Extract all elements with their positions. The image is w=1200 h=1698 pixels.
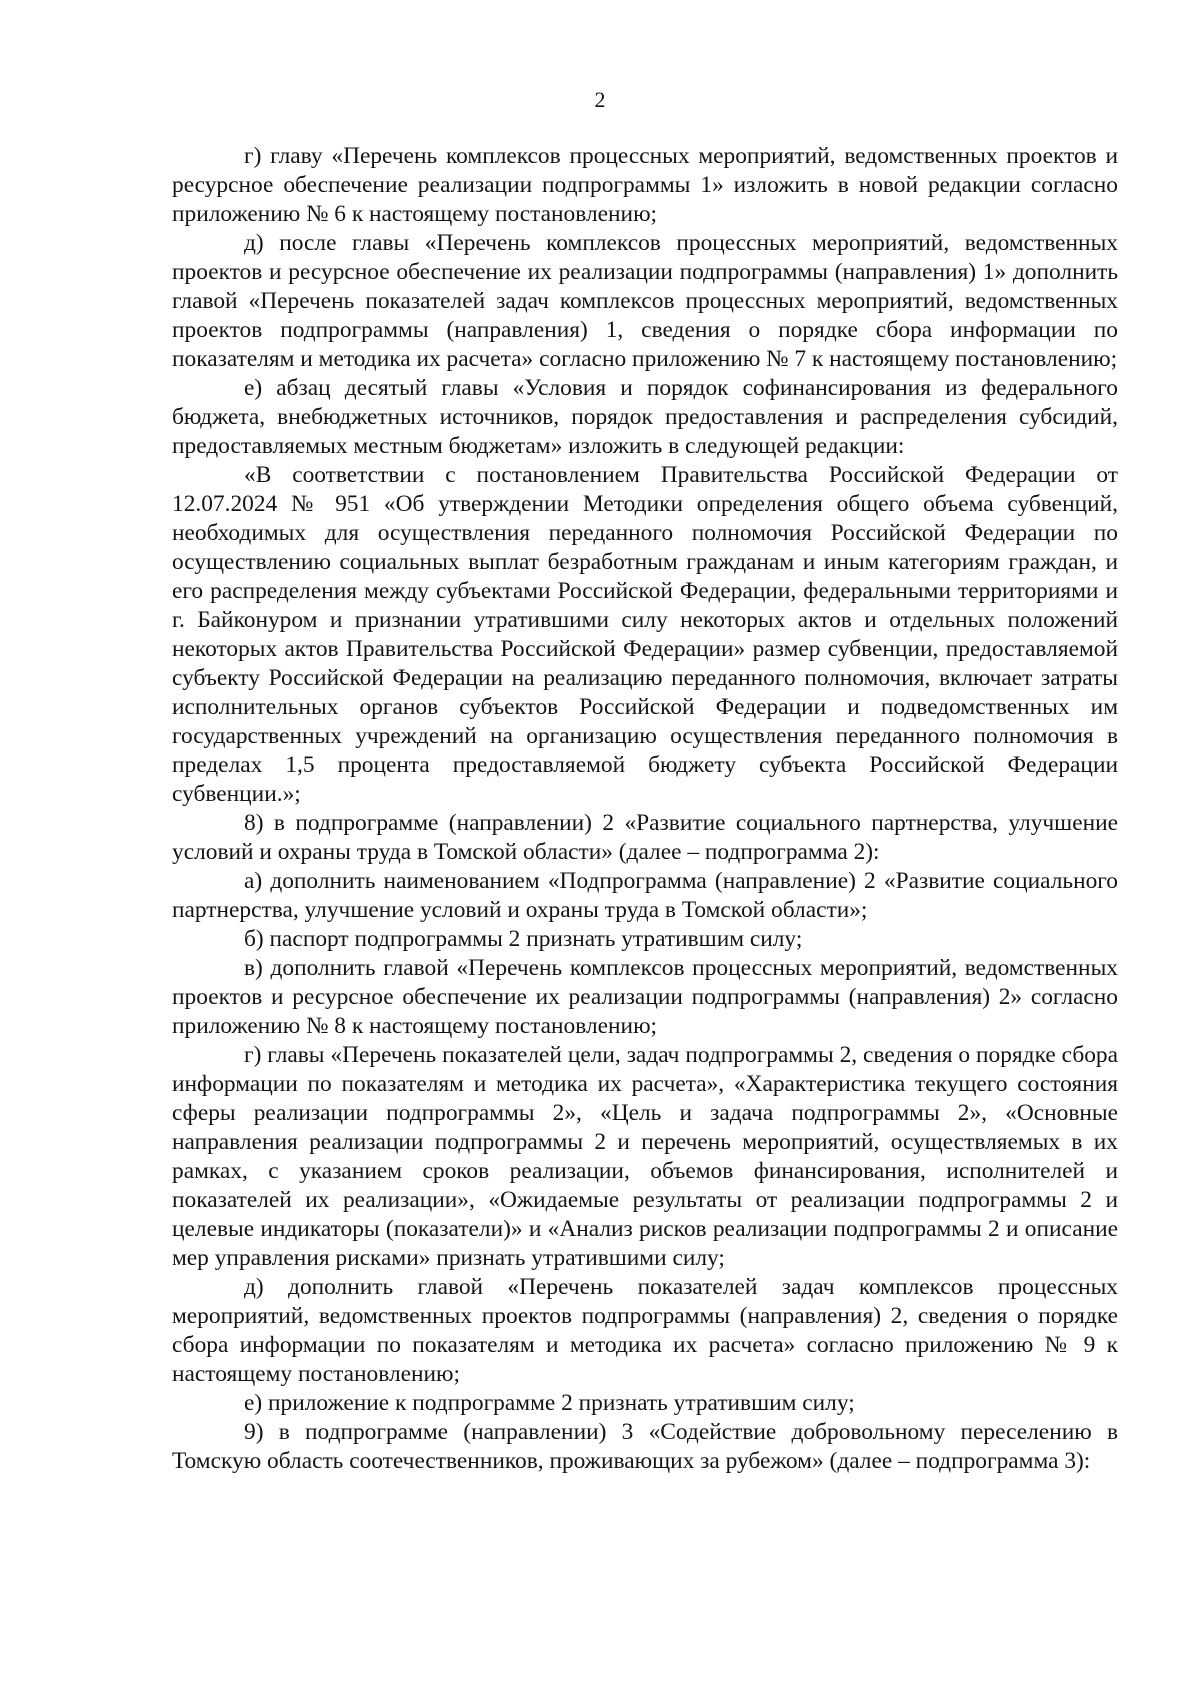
paragraph-v-add-chapter: в) дополнить главой «Перечень комплексов процессных мероприятий, ведомственных проектов и ресурсное обеспечение их реализации подпрограммы (направления) 2» согласно приложению № 8 к настоящему постановлению; bbox=[172, 955, 1118, 1039]
paragraph-e-annex-void: е) приложение к подпрограмме 2 признать утратившим силу; bbox=[244, 1390, 855, 1416]
paragraph-8-subprogram-2: 8) в подпрограмме (направлении) 2 «Развитие социального партнерства, улучшение условий и охраны труда в Томской области» (далее – подпрограмма 2): bbox=[172, 810, 1118, 865]
paragraph-e-tenth-clause: е) абзац десятый главы «Условия и порядок софинансирования из федерального бюджета, внебюджетных источников, порядок предоставления и распределения субсидий, предоставляемых местным бюджетам» изложить в следующей редакции: bbox=[172, 375, 1118, 459]
paragraph-d-add-indicators-chapter: д) дополнить главой «Перечень показателей задач комплексов процессных мероприятий, ведомственных проектов подпрограммы (направления) 2, сведения о порядке сбора информации по показателям и методика их расчета» согласно приложению № 9 к настоящему постановлению; bbox=[172, 1274, 1118, 1387]
paragraph-d-after-chapter-1: д) после главы «Перечень комплексов процессных мероприятий, ведомственных проектов и ресурсное обеспечение их реализации подпрограммы (направления) 1» дополнить главой «Перечень показателей задач комплексов процессных мероприятий, ведомственных проектов подпрограммы (направления) 1, сведения о порядке сбора информации по показателям и методика их расчета» согласно приложению № 7 к настоящему постановлению; bbox=[172, 230, 1118, 372]
paragraph-g-chapters-void: г) главы «Перечень показателей цели, задач подпрограммы 2, сведения о порядке сбора информации по показателям и методика их расчета», «Характеристика текущего состояния сферы реализации подпрограммы 2», «Цель и задача подпрограммы 2», «Основные направления реализации подпрограммы 2 и перечень мероприятий, осуществляемых в их рамках, с указанием сроков реализации, объемов финансирования, исполнителей и показателей их реализации», «Ожидаемые результаты от реализации подпрограммы 2 и целевые индикаторы (показатели)» и «Анализ рисков реализации подпрограммы 2 и описание мер управления рисками» признать утратившими силу; bbox=[172, 1042, 1118, 1271]
paragraph-g-chapter-1: г) главу «Перечень комплексов процессных мероприятий, ведомственных проектов и ресурсное обеспечение реализации подпрограммы 1» изложить в новой редакции согласно приложению № 6 к настоящему постановлению; bbox=[172, 143, 1118, 227]
page-number: 2 bbox=[594, 87, 606, 112]
document-body bbox=[172, 142, 1118, 1476]
paragraph-9-subprogram-3: 9) в подпрограмме (направлении) 3 «Содействие добровольному переселению в Томскую область соотечественников, проживающих за рубежом» (далее – подпрограмма 3): bbox=[172, 1419, 1118, 1474]
paragraph-a-add-name: а) дополнить наименованием «Подпрограмма (направление) 2 «Развитие социального партнерства, улучшение условий и охраны труда в Томской области»; bbox=[172, 868, 1118, 923]
paragraph-quoted-new-wording: «В соответствии с постановлением Правительства Российской Федерации от 12.07.2024 № 951 «Об утверждении Методики определения общего объема субвенций, необходимых для осуществления переданного полномочия Российской Федерации по осуществлению социальных выплат безработным гражданам и иным категориям граждан, и его распределения между субъектами Российской Федерации, федеральными территориями и г. Байконуром и признании утратившими силу некоторых актов и отдельных положений некоторых актов Правительства Российской Федерации» размер субвенции, предоставляемой субъекту Российской Федерации на реализацию переданного полномочия, включает затраты исполнительных органов субъектов Российской Федерации и подведомственных им государственных учреждений на организацию осуществления переданного полномочия в пределах 1,5 процента предоставляемой бюджету субъекта Российской Федерации субвенции.»; bbox=[172, 462, 1118, 807]
paragraph-b-passport-void: б) паспорт подпрограммы 2 признать утратившим силу; bbox=[244, 926, 803, 952]
